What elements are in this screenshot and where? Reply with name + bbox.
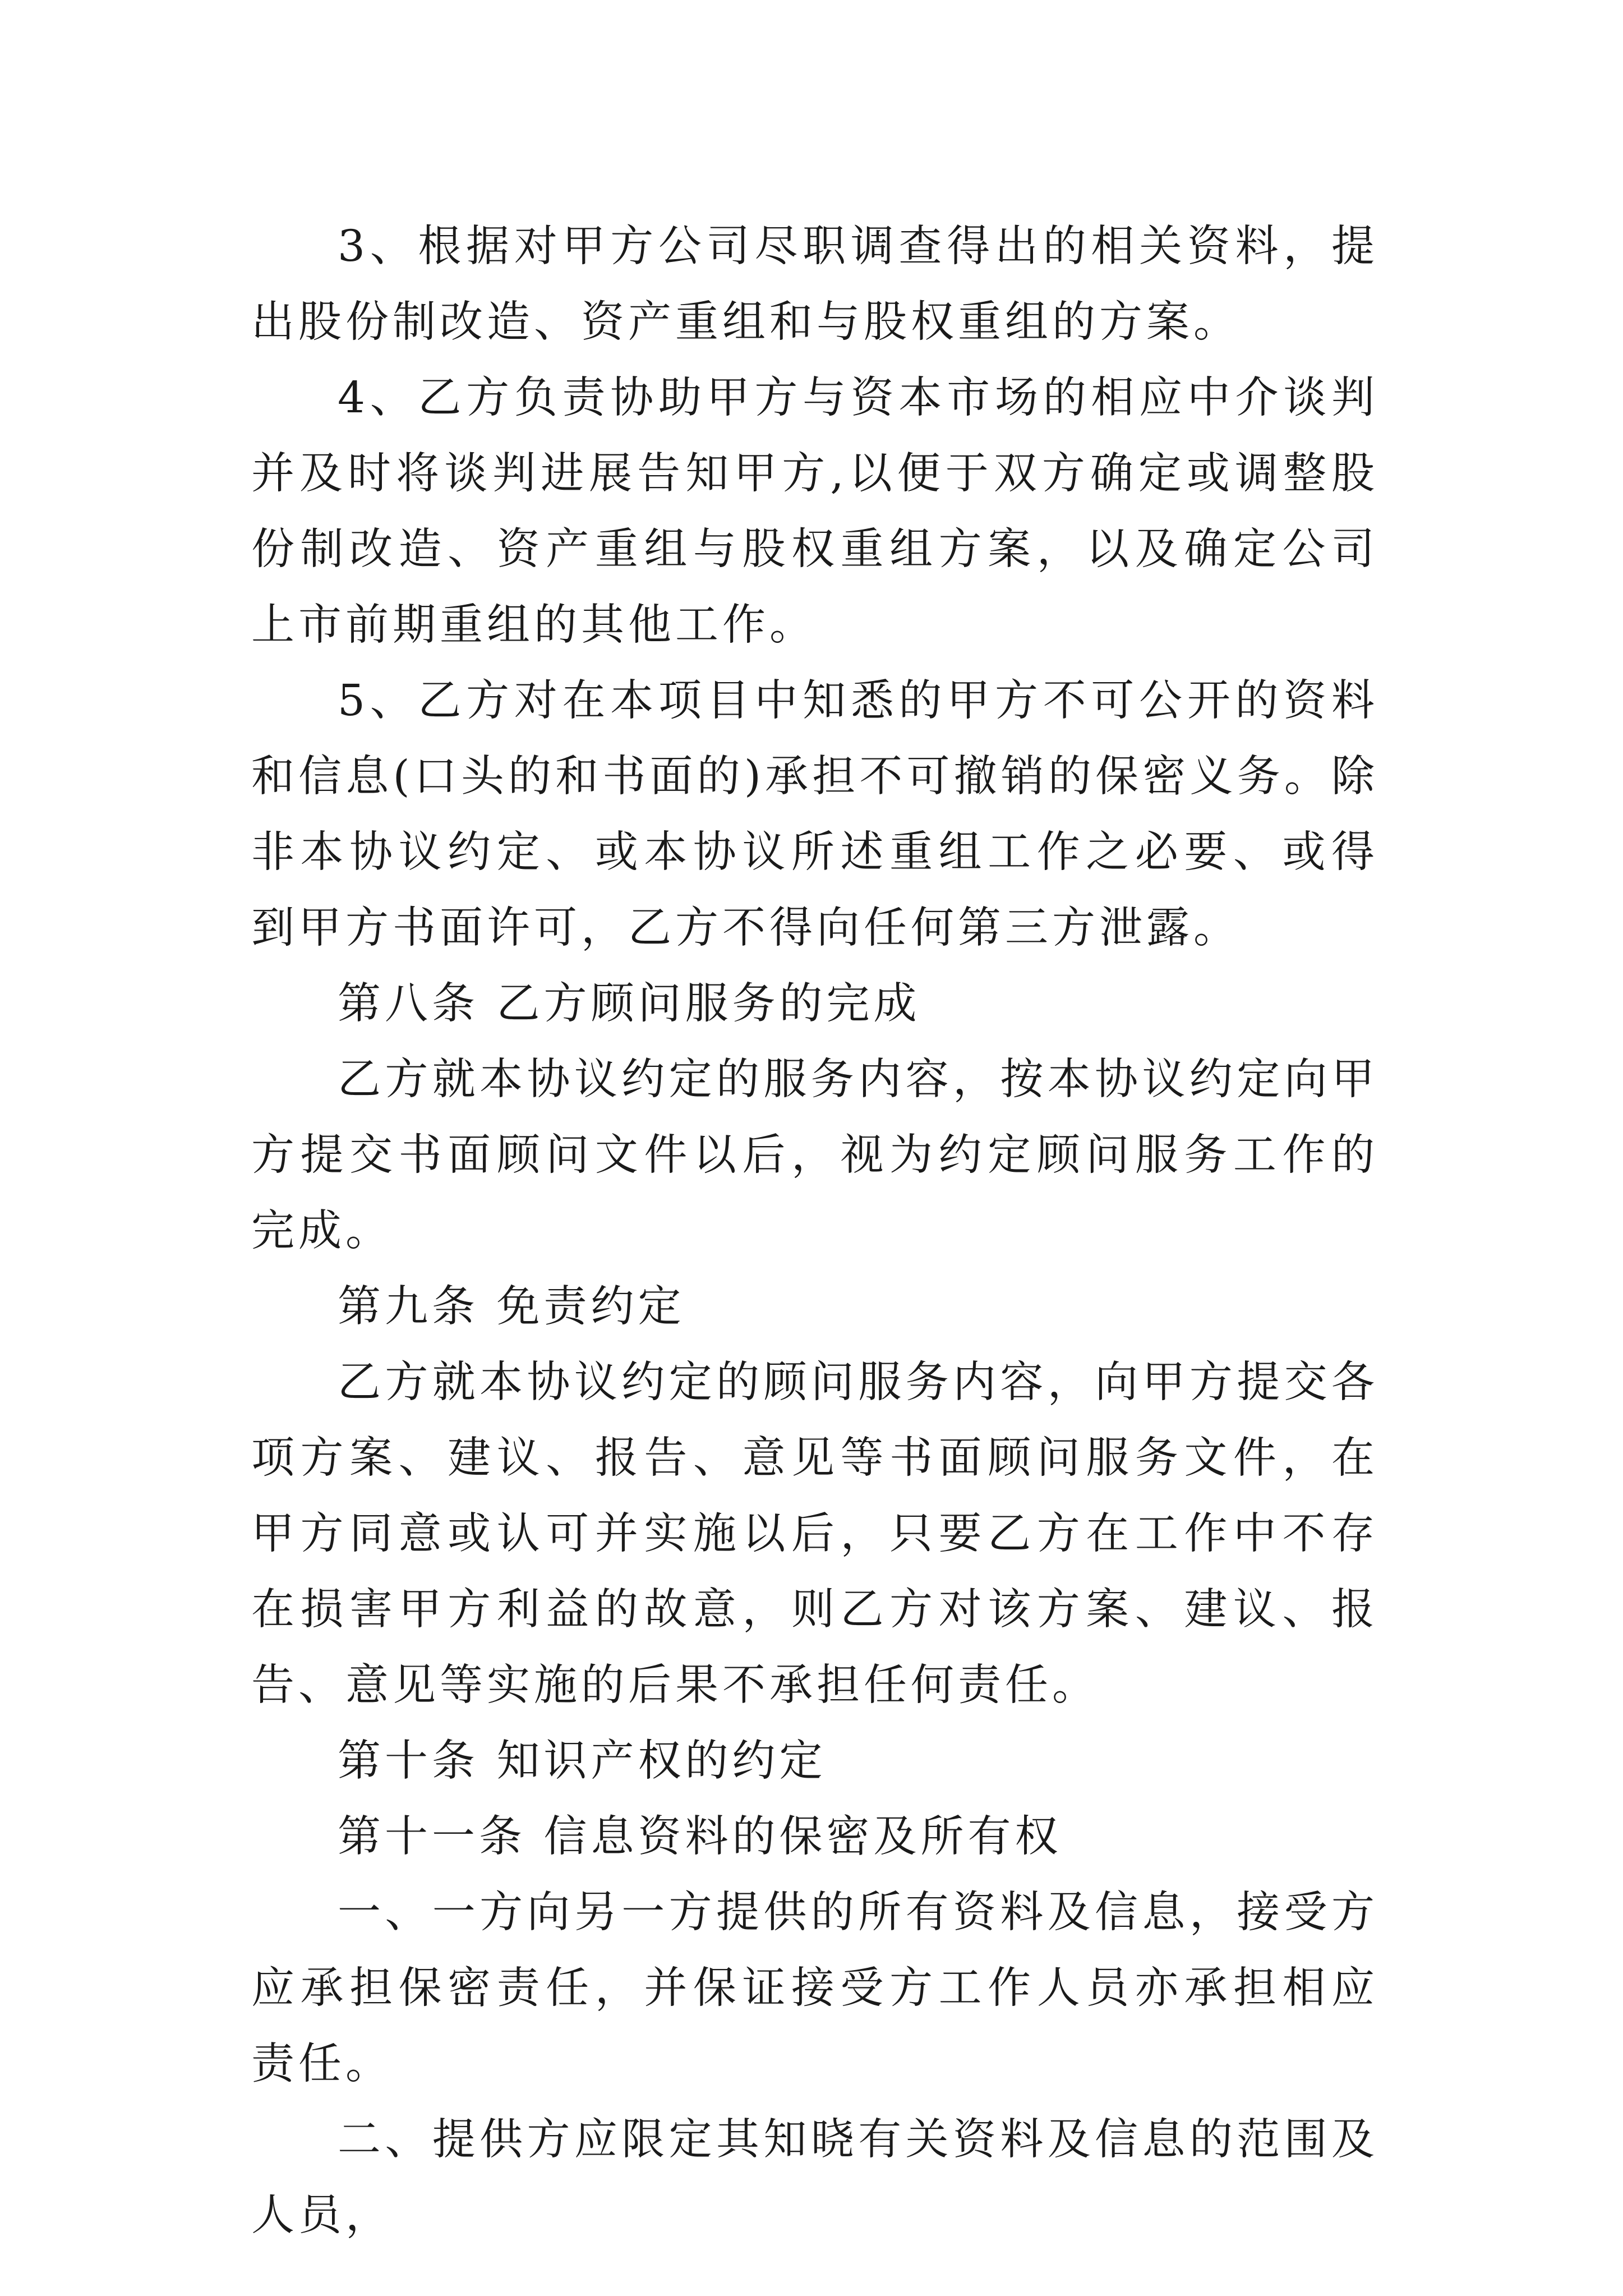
paragraph-clause-3: 3、根据对甲方公司尽职调查得出的相关资料，提出股份制改造、资产重组和与股权重组的方案。 — [251, 222, 1378, 347]
paragraph-clause-4: 4、乙方负责协助甲方与资本市场的相应中介谈判并及时将谈判进展告知甲方,以便于双方确定或调整股份制改造、资产重组与股权重组方案，以及确定公司上市前期重组的其他工作。 — [251, 373, 1378, 650]
article-9-heading: 第九条 免责约定 — [338, 1282, 685, 1332]
article-9-body: 乙方就本协议约定的顾问服务内容，向甲方提交各项方案、建议、报告、意见等书面顾问服务文件，在甲方同意或认可并实施以后，只要乙方在工作中不存在损害甲方利益的故意，则乙方对该方案、建议、报告、意见等实施的后果不承担任何责任。 — [251, 1358, 1378, 1710]
article-8-heading: 第八条 乙方顾问服务的完成 — [338, 979, 921, 1029]
article-8-body: 乙方就本协议约定的服务内容，按本协议约定向甲方提交书面顾问文件以后，视为约定顾问服务工作的完成。 — [251, 1055, 1378, 1256]
article-11-item-2: 二、提供方应限定其知晓有关资料及信息的范围及人员， — [251, 2115, 1378, 2240]
paragraph-clause-5: 5、乙方对在本项目中知悉的甲方不可公开的资料和信息(口头的和书面的)承担不可撤销的保密义务。除非本协议约定、或本协议所述重组工作之必要、或得到甲方书面许可，乙方不得向任何第三方泄露。 — [251, 676, 1378, 953]
article-10-heading: 第十条 知识产权的约定 — [338, 1736, 827, 1786]
document-body — [251, 209, 1378, 2253]
article-11-heading: 第十一条 信息资料的保密及所有权 — [338, 1812, 1062, 1862]
article-11-item-1: 一、一方向另一方提供的所有资料及信息，接受方应承担保密责任，并保证接受方工作人员亦承担相应责任。 — [251, 1888, 1378, 2089]
